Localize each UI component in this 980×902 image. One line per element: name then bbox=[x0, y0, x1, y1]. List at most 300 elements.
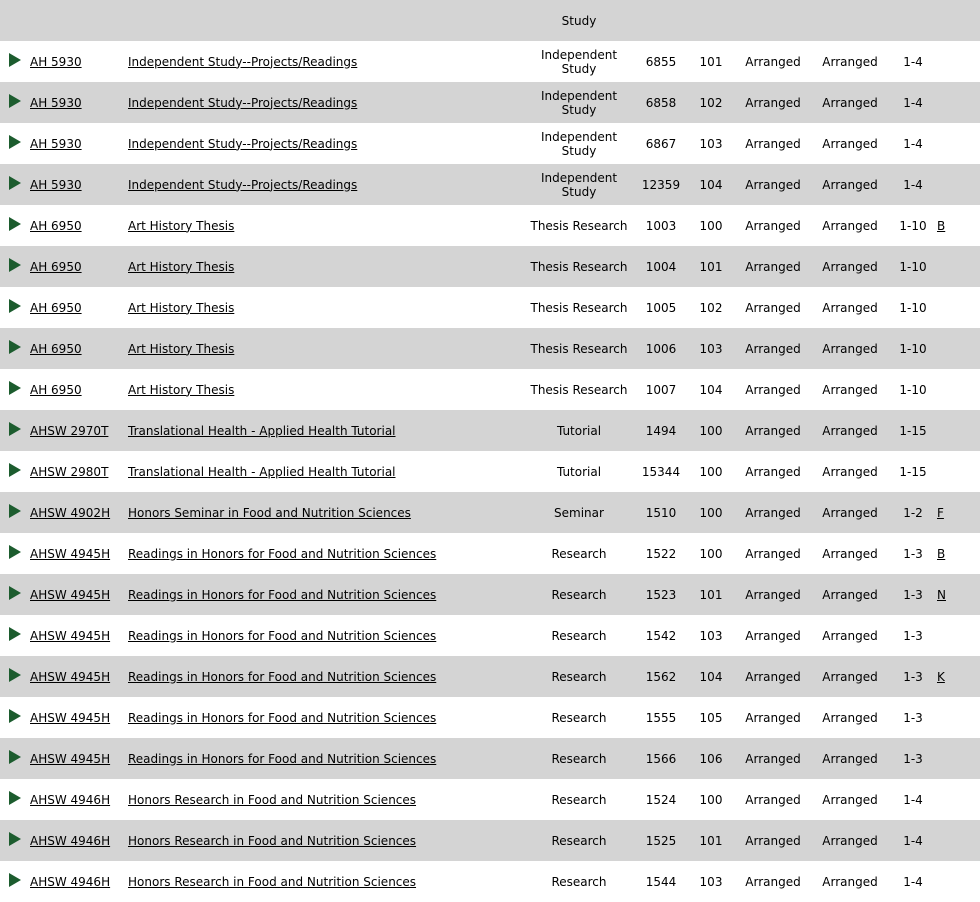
course-credits-cell: 1-10 bbox=[899, 341, 927, 356]
course-code-link[interactable]: AH 6950 bbox=[30, 300, 82, 315]
course-type-cell bbox=[523, 656, 635, 697]
course-title-link[interactable]: Honors Seminar in Food and Nutrition Sciences bbox=[128, 505, 411, 520]
course-code-link[interactable]: AHSW 4945H bbox=[30, 669, 111, 684]
course-instructor-cell bbox=[937, 615, 980, 656]
course-time-cell: Arranged bbox=[822, 464, 878, 479]
row-expand-cell[interactable] bbox=[0, 492, 30, 533]
course-title-cell bbox=[128, 697, 523, 738]
course-number-cell: 1494 bbox=[645, 423, 677, 438]
course-code-link[interactable]: AHSW 4945H bbox=[30, 628, 111, 643]
course-type-text: Research bbox=[551, 628, 607, 643]
course-instructor-cell bbox=[937, 410, 980, 451]
course-time-cell: Arranged bbox=[822, 382, 878, 397]
course-title-cell bbox=[128, 738, 523, 779]
course-section-cell bbox=[687, 0, 735, 41]
course-credits-cell: 1-15 bbox=[899, 423, 927, 438]
expand-triangle-icon[interactable] bbox=[9, 381, 21, 395]
course-code-cell bbox=[30, 492, 128, 533]
course-section-cell: 104 bbox=[699, 669, 723, 684]
course-days-cell: Arranged bbox=[745, 833, 801, 848]
course-type-cell bbox=[523, 533, 635, 574]
course-title-link[interactable]: Independent Study--Projects/Readings bbox=[128, 136, 358, 151]
row-expand-cell[interactable] bbox=[0, 328, 30, 369]
course-title-cell bbox=[128, 820, 523, 861]
course-title-link[interactable]: Independent Study--Projects/Readings bbox=[128, 177, 358, 192]
course-days-cell: Arranged bbox=[745, 300, 801, 315]
course-credits-cell: 1-4 bbox=[903, 95, 923, 110]
row-expand-cell[interactable] bbox=[0, 656, 30, 697]
row-expand-cell[interactable] bbox=[0, 779, 30, 820]
course-title-link[interactable]: Readings in Honors for Food and Nutrition Sciences bbox=[128, 587, 437, 602]
course-instructor-link[interactable]: N bbox=[937, 587, 946, 602]
course-days-cell: Arranged bbox=[745, 751, 801, 766]
course-number-cell: 1562 bbox=[645, 669, 677, 684]
course-instructor-link[interactable]: B bbox=[937, 218, 946, 233]
course-number-cell: 1003 bbox=[645, 218, 677, 233]
course-number-cell: 1555 bbox=[645, 710, 677, 725]
course-instructor-link[interactable]: B bbox=[937, 546, 946, 561]
course-code-cell bbox=[30, 123, 128, 164]
table-row bbox=[0, 492, 980, 533]
course-instructor-cell bbox=[937, 328, 980, 369]
course-credits-cell: 1-3 bbox=[903, 751, 923, 766]
course-days-cell: Arranged bbox=[745, 587, 801, 602]
expand-triangle-icon[interactable] bbox=[9, 545, 21, 559]
table-row bbox=[0, 779, 980, 820]
course-instructor-cell bbox=[937, 574, 980, 615]
course-section-cell: 100 bbox=[699, 423, 723, 438]
course-code-link[interactable]: AH 6950 bbox=[30, 341, 82, 356]
course-title-cell bbox=[128, 0, 523, 41]
course-instructor-cell bbox=[937, 41, 980, 82]
course-type-cell bbox=[523, 0, 635, 41]
course-time-cell: Arranged bbox=[822, 628, 878, 643]
course-title-cell bbox=[128, 123, 523, 164]
course-code-link[interactable]: AH 5930 bbox=[30, 177, 82, 192]
course-section-cell: 103 bbox=[699, 874, 723, 889]
course-title-link[interactable]: Art History Thesis bbox=[128, 259, 235, 274]
row-expand-cell[interactable] bbox=[0, 697, 30, 738]
course-type-cell bbox=[523, 369, 635, 410]
expand-triangle-icon[interactable] bbox=[9, 217, 21, 231]
course-instructor-cell bbox=[937, 369, 980, 410]
course-type-cell bbox=[523, 328, 635, 369]
course-title-link[interactable]: Honors Research in Food and Nutrition Sciences bbox=[128, 792, 417, 807]
course-type-cell bbox=[523, 246, 635, 287]
course-type-text: Research bbox=[551, 874, 607, 889]
course-code-cell bbox=[30, 410, 128, 451]
course-credits-cell: 1-3 bbox=[903, 710, 923, 725]
course-title-link[interactable]: Art History Thesis bbox=[128, 341, 235, 356]
course-instructor-cell bbox=[937, 697, 980, 738]
course-code-cell bbox=[30, 369, 128, 410]
course-credits-cell: 1-4 bbox=[903, 833, 923, 848]
course-number-cell: 12359 bbox=[641, 177, 681, 192]
row-expand-cell[interactable] bbox=[0, 574, 30, 615]
course-type-cell: Independent Study bbox=[540, 88, 618, 117]
expand-triangle-icon[interactable] bbox=[9, 53, 21, 67]
course-code-cell bbox=[30, 82, 128, 123]
course-number-cell: 1006 bbox=[645, 341, 677, 356]
course-section-cell: 101 bbox=[699, 587, 723, 602]
course-code-cell bbox=[30, 656, 128, 697]
course-type-cell bbox=[523, 820, 635, 861]
course-code-cell bbox=[30, 697, 128, 738]
table-row bbox=[0, 738, 980, 779]
course-title-cell bbox=[128, 82, 523, 123]
expand-triangle-icon[interactable] bbox=[9, 94, 21, 108]
course-title-link[interactable]: Readings in Honors for Food and Nutrition Sciences bbox=[128, 669, 437, 684]
course-number-cell: 6867 bbox=[645, 136, 677, 151]
row-expand-cell[interactable] bbox=[0, 451, 30, 492]
course-code-link[interactable]: AH 6950 bbox=[30, 218, 82, 233]
course-instructor-cell bbox=[937, 123, 980, 164]
course-time-cell: Arranged bbox=[822, 587, 878, 602]
course-instructor-cell bbox=[937, 779, 980, 820]
course-type-text: Research bbox=[551, 587, 607, 602]
course-time-cell bbox=[811, 0, 889, 41]
course-code-cell bbox=[30, 246, 128, 287]
course-code-cell bbox=[30, 205, 128, 246]
course-type-text: Research bbox=[551, 669, 607, 684]
course-time-cell: Arranged bbox=[822, 177, 878, 192]
course-instructor-cell bbox=[937, 82, 980, 123]
course-type-cell bbox=[523, 697, 635, 738]
table-row bbox=[0, 533, 980, 574]
course-type-cell: Independent Study bbox=[540, 129, 618, 158]
course-credits-cell: 1-10 bbox=[899, 259, 927, 274]
course-code-link[interactable]: AHSW 2980T bbox=[30, 464, 109, 479]
course-time-cell: Arranged bbox=[822, 218, 878, 233]
course-number-cell: 1524 bbox=[645, 792, 677, 807]
course-section-cell: 100 bbox=[699, 792, 723, 807]
expand-triangle-icon[interactable] bbox=[9, 176, 21, 190]
course-section-cell: 101 bbox=[699, 833, 723, 848]
course-section-cell: 100 bbox=[699, 218, 723, 233]
course-days-cell: Arranged bbox=[745, 546, 801, 561]
course-time-cell: Arranged bbox=[822, 792, 878, 807]
course-title-cell bbox=[128, 615, 523, 656]
course-credits-cell: 1-3 bbox=[903, 587, 923, 602]
course-code-link[interactable]: AH 5930 bbox=[30, 136, 82, 151]
course-code-link[interactable]: AHSW 4946H bbox=[30, 792, 111, 807]
course-days-cell: Arranged bbox=[745, 95, 801, 110]
course-days-cell: Arranged bbox=[745, 464, 801, 479]
course-title-cell bbox=[128, 861, 523, 902]
course-code-cell bbox=[30, 615, 128, 656]
course-code-cell bbox=[30, 287, 128, 328]
course-title-link[interactable]: Honors Research in Food and Nutrition Sciences bbox=[128, 833, 417, 848]
course-code-cell bbox=[30, 861, 128, 902]
course-time-cell: Arranged bbox=[822, 751, 878, 766]
course-title-link[interactable]: Art History Thesis bbox=[128, 218, 235, 233]
course-type-cell bbox=[523, 287, 635, 328]
course-code-link[interactable]: AHSW 4945H bbox=[30, 751, 111, 766]
course-code-link[interactable]: AHSW 4945H bbox=[30, 587, 111, 602]
row-expand-cell[interactable] bbox=[0, 287, 30, 328]
course-days-cell: Arranged bbox=[745, 136, 801, 151]
course-time-cell: Arranged bbox=[822, 259, 878, 274]
row-expand-cell[interactable] bbox=[0, 533, 30, 574]
course-credits-cell: 1-4 bbox=[903, 136, 923, 151]
expand-triangle-icon[interactable] bbox=[9, 422, 21, 436]
course-code-cell bbox=[30, 820, 128, 861]
expand-triangle-icon[interactable] bbox=[9, 668, 21, 682]
course-title-cell bbox=[128, 287, 523, 328]
course-time-cell: Arranged bbox=[822, 423, 878, 438]
row-expand-cell[interactable] bbox=[0, 246, 30, 287]
course-title-cell bbox=[128, 205, 523, 246]
table-row bbox=[0, 246, 980, 287]
course-credits-cell: 1-4 bbox=[903, 792, 923, 807]
expand-triangle-icon[interactable] bbox=[9, 750, 21, 764]
course-instructor-cell bbox=[937, 820, 980, 861]
course-days-cell: Arranged bbox=[745, 341, 801, 356]
course-credits-cell: 1-4 bbox=[903, 177, 923, 192]
course-code-link[interactable]: AH 5930 bbox=[30, 95, 82, 110]
course-title-cell bbox=[128, 656, 523, 697]
expand-triangle-icon[interactable] bbox=[9, 832, 21, 846]
course-instructor-cell bbox=[937, 205, 980, 246]
course-code-link[interactable]: AHSW 4945H bbox=[30, 546, 111, 561]
course-type-text: Thesis Research bbox=[530, 218, 628, 233]
course-code-link[interactable]: AHSW 4902H bbox=[30, 505, 111, 520]
course-number-cell bbox=[635, 0, 687, 41]
course-section-cell: 102 bbox=[699, 300, 723, 315]
course-title-cell bbox=[128, 533, 523, 574]
table-row bbox=[0, 123, 980, 164]
course-type-text: Research bbox=[551, 751, 607, 766]
course-title-link[interactable]: Readings in Honors for Food and Nutrition Sciences bbox=[128, 628, 437, 643]
course-code-cell bbox=[30, 574, 128, 615]
course-title-cell bbox=[128, 369, 523, 410]
course-days-cell: Arranged bbox=[745, 218, 801, 233]
expand-triangle-icon[interactable] bbox=[9, 627, 21, 641]
course-code-link[interactable]: AH 6950 bbox=[30, 259, 82, 274]
course-title-cell bbox=[128, 410, 523, 451]
table-row bbox=[0, 287, 980, 328]
course-instructor-cell bbox=[937, 246, 980, 287]
course-type-text: Research bbox=[551, 833, 607, 848]
course-time-cell: Arranged bbox=[822, 505, 878, 520]
course-type-cell bbox=[523, 410, 635, 451]
course-number-cell: 1523 bbox=[645, 587, 677, 602]
course-type-text: Thesis Research bbox=[530, 382, 628, 397]
course-type-text: Research bbox=[551, 546, 607, 561]
course-type-cell bbox=[523, 779, 635, 820]
course-type-cell bbox=[523, 574, 635, 615]
course-credits-cell: 1-10 bbox=[899, 218, 927, 233]
course-number-cell: 1522 bbox=[645, 546, 677, 561]
course-code-link[interactable]: AH 5930 bbox=[30, 54, 82, 69]
course-time-cell: Arranged bbox=[822, 710, 878, 725]
table-row bbox=[0, 574, 980, 615]
expand-triangle-icon[interactable] bbox=[9, 463, 21, 477]
expand-triangle-icon[interactable] bbox=[9, 135, 21, 149]
course-instructor-cell bbox=[937, 492, 980, 533]
course-title-link[interactable]: Independent Study--Projects/Readings bbox=[128, 54, 358, 69]
course-number-cell: 1566 bbox=[645, 751, 677, 766]
course-section-cell: 100 bbox=[699, 546, 723, 561]
course-code-cell bbox=[30, 0, 128, 41]
course-type-cell bbox=[523, 205, 635, 246]
course-number-cell: 15344 bbox=[641, 464, 681, 479]
course-title-link[interactable]: Art History Thesis bbox=[128, 382, 235, 397]
table-row bbox=[0, 369, 980, 410]
course-time-cell: Arranged bbox=[822, 54, 878, 69]
course-type-cell bbox=[523, 615, 635, 656]
expand-triangle-icon[interactable] bbox=[9, 504, 21, 518]
course-time-cell: Arranged bbox=[822, 136, 878, 151]
course-type-cell bbox=[523, 861, 635, 902]
course-title-link[interactable]: Independent Study--Projects/Readings bbox=[128, 95, 358, 110]
course-instructor-cell bbox=[937, 656, 980, 697]
course-title-cell bbox=[128, 41, 523, 82]
row-expand-cell[interactable] bbox=[0, 205, 30, 246]
course-type-cell: Independent Study bbox=[540, 47, 618, 76]
course-type-cell bbox=[523, 738, 635, 779]
course-days-cell: Arranged bbox=[745, 669, 801, 684]
table-row bbox=[0, 41, 980, 82]
course-section-cell: 103 bbox=[699, 341, 723, 356]
course-type-text: Thesis Research bbox=[530, 259, 628, 274]
course-section-cell: 106 bbox=[699, 751, 723, 766]
course-type-text: Tutorial bbox=[556, 423, 602, 438]
table-row bbox=[0, 328, 980, 369]
course-credits-cell bbox=[889, 0, 937, 41]
course-code-link[interactable]: AHSW 4946H bbox=[30, 874, 111, 889]
table-row bbox=[0, 615, 980, 656]
course-code-cell bbox=[30, 451, 128, 492]
course-type-text: Research bbox=[551, 792, 607, 807]
table-row bbox=[0, 820, 980, 861]
course-code-link[interactable]: AHSW 2970T bbox=[30, 423, 109, 438]
course-title-link[interactable]: Readings in Honors for Food and Nutrition Sciences bbox=[128, 710, 437, 725]
course-code-cell bbox=[30, 779, 128, 820]
course-instructor-cell bbox=[937, 738, 980, 779]
course-title-cell bbox=[128, 328, 523, 369]
course-days-cell bbox=[735, 0, 811, 41]
row-expand-cell[interactable] bbox=[0, 164, 30, 205]
expand-triangle-icon[interactable] bbox=[9, 709, 21, 723]
expand-triangle-icon[interactable] bbox=[9, 258, 21, 272]
course-days-cell: Arranged bbox=[745, 177, 801, 192]
row-expand-cell[interactable] bbox=[0, 82, 30, 123]
course-credits-cell: 1-15 bbox=[899, 464, 927, 479]
course-title-link[interactable]: Translational Health - Applied Health Tutorial bbox=[128, 423, 396, 438]
course-section-cell: 104 bbox=[699, 177, 723, 192]
row-expand-cell[interactable] bbox=[0, 41, 30, 82]
course-code-link[interactable]: AHSW 4945H bbox=[30, 710, 111, 725]
course-time-cell: Arranged bbox=[822, 669, 878, 684]
row-expand-cell[interactable] bbox=[0, 410, 30, 451]
course-section-cell: 100 bbox=[699, 464, 723, 479]
course-title-link[interactable]: Translational Health - Applied Health Tutorial bbox=[128, 464, 396, 479]
row-expand-cell[interactable] bbox=[0, 123, 30, 164]
expand-triangle-icon[interactable] bbox=[9, 340, 21, 354]
course-time-cell: Arranged bbox=[822, 95, 878, 110]
course-code-link[interactable]: AH 6950 bbox=[30, 382, 82, 397]
course-days-cell: Arranged bbox=[745, 259, 801, 274]
course-title-cell bbox=[128, 574, 523, 615]
expand-triangle-icon[interactable] bbox=[9, 299, 21, 313]
row-expand-cell bbox=[0, 0, 30, 41]
course-credits-cell: 1-10 bbox=[899, 300, 927, 315]
course-type-text: Seminar bbox=[554, 505, 604, 520]
table-row bbox=[0, 697, 980, 738]
course-number-cell: 1004 bbox=[645, 259, 677, 274]
course-instructor-link[interactable]: K bbox=[937, 669, 945, 684]
course-type-text: Study bbox=[561, 13, 597, 28]
course-type-text: Thesis Research bbox=[530, 341, 628, 356]
course-instructor-link[interactable]: F bbox=[937, 505, 944, 520]
course-title-link[interactable]: Readings in Honors for Food and Nutrition Sciences bbox=[128, 751, 437, 766]
course-title-cell bbox=[128, 451, 523, 492]
course-section-cell: 100 bbox=[699, 505, 723, 520]
table-row bbox=[0, 164, 980, 205]
course-days-cell: Arranged bbox=[745, 792, 801, 807]
expand-triangle-icon[interactable] bbox=[9, 586, 21, 600]
course-credits-cell: 1-4 bbox=[903, 874, 923, 889]
course-instructor-cell bbox=[937, 451, 980, 492]
table-row bbox=[0, 205, 980, 246]
course-time-cell: Arranged bbox=[822, 341, 878, 356]
course-title-link[interactable]: Readings in Honors for Food and Nutrition Sciences bbox=[128, 546, 437, 561]
course-title-cell bbox=[128, 492, 523, 533]
course-number-cell: 1525 bbox=[645, 833, 677, 848]
course-time-cell: Arranged bbox=[822, 833, 878, 848]
course-type-text: Research bbox=[551, 710, 607, 725]
expand-triangle-icon[interactable] bbox=[9, 873, 21, 887]
row-expand-cell[interactable] bbox=[0, 861, 30, 902]
course-time-cell: Arranged bbox=[822, 874, 878, 889]
course-title-link[interactable]: Art History Thesis bbox=[128, 300, 235, 315]
table-row bbox=[0, 861, 980, 902]
row-expand-cell[interactable] bbox=[0, 615, 30, 656]
course-code-cell bbox=[30, 328, 128, 369]
course-instructor-cell bbox=[937, 861, 980, 902]
course-time-cell: Arranged bbox=[822, 300, 878, 315]
course-section-cell: 103 bbox=[699, 136, 723, 151]
course-days-cell: Arranged bbox=[745, 628, 801, 643]
course-days-cell: Arranged bbox=[745, 382, 801, 397]
course-code-cell bbox=[30, 533, 128, 574]
course-type-cell bbox=[523, 451, 635, 492]
course-title-cell bbox=[128, 779, 523, 820]
course-title-link[interactable]: Honors Research in Food and Nutrition Sciences bbox=[128, 874, 417, 889]
course-section-cell: 104 bbox=[699, 382, 723, 397]
course-days-cell: Arranged bbox=[745, 710, 801, 725]
course-section-cell: 102 bbox=[699, 95, 723, 110]
course-time-cell: Arranged bbox=[822, 546, 878, 561]
table-row bbox=[0, 451, 980, 492]
course-section-cell: 101 bbox=[699, 54, 723, 69]
course-credits-cell: 1-3 bbox=[903, 669, 923, 684]
course-credits-cell: 1-4 bbox=[903, 54, 923, 69]
course-type-cell bbox=[523, 492, 635, 533]
row-expand-cell[interactable] bbox=[0, 820, 30, 861]
course-title-cell bbox=[128, 164, 523, 205]
row-expand-cell[interactable] bbox=[0, 738, 30, 779]
course-type-cell: Independent Study bbox=[540, 170, 618, 199]
table-row bbox=[0, 410, 980, 451]
course-instructor-cell bbox=[937, 533, 980, 574]
row-expand-cell[interactable] bbox=[0, 369, 30, 410]
table-row-partial bbox=[0, 0, 980, 41]
expand-triangle-icon[interactable] bbox=[9, 791, 21, 805]
course-code-link[interactable]: AHSW 4946H bbox=[30, 833, 111, 848]
course-days-cell: Arranged bbox=[745, 423, 801, 438]
